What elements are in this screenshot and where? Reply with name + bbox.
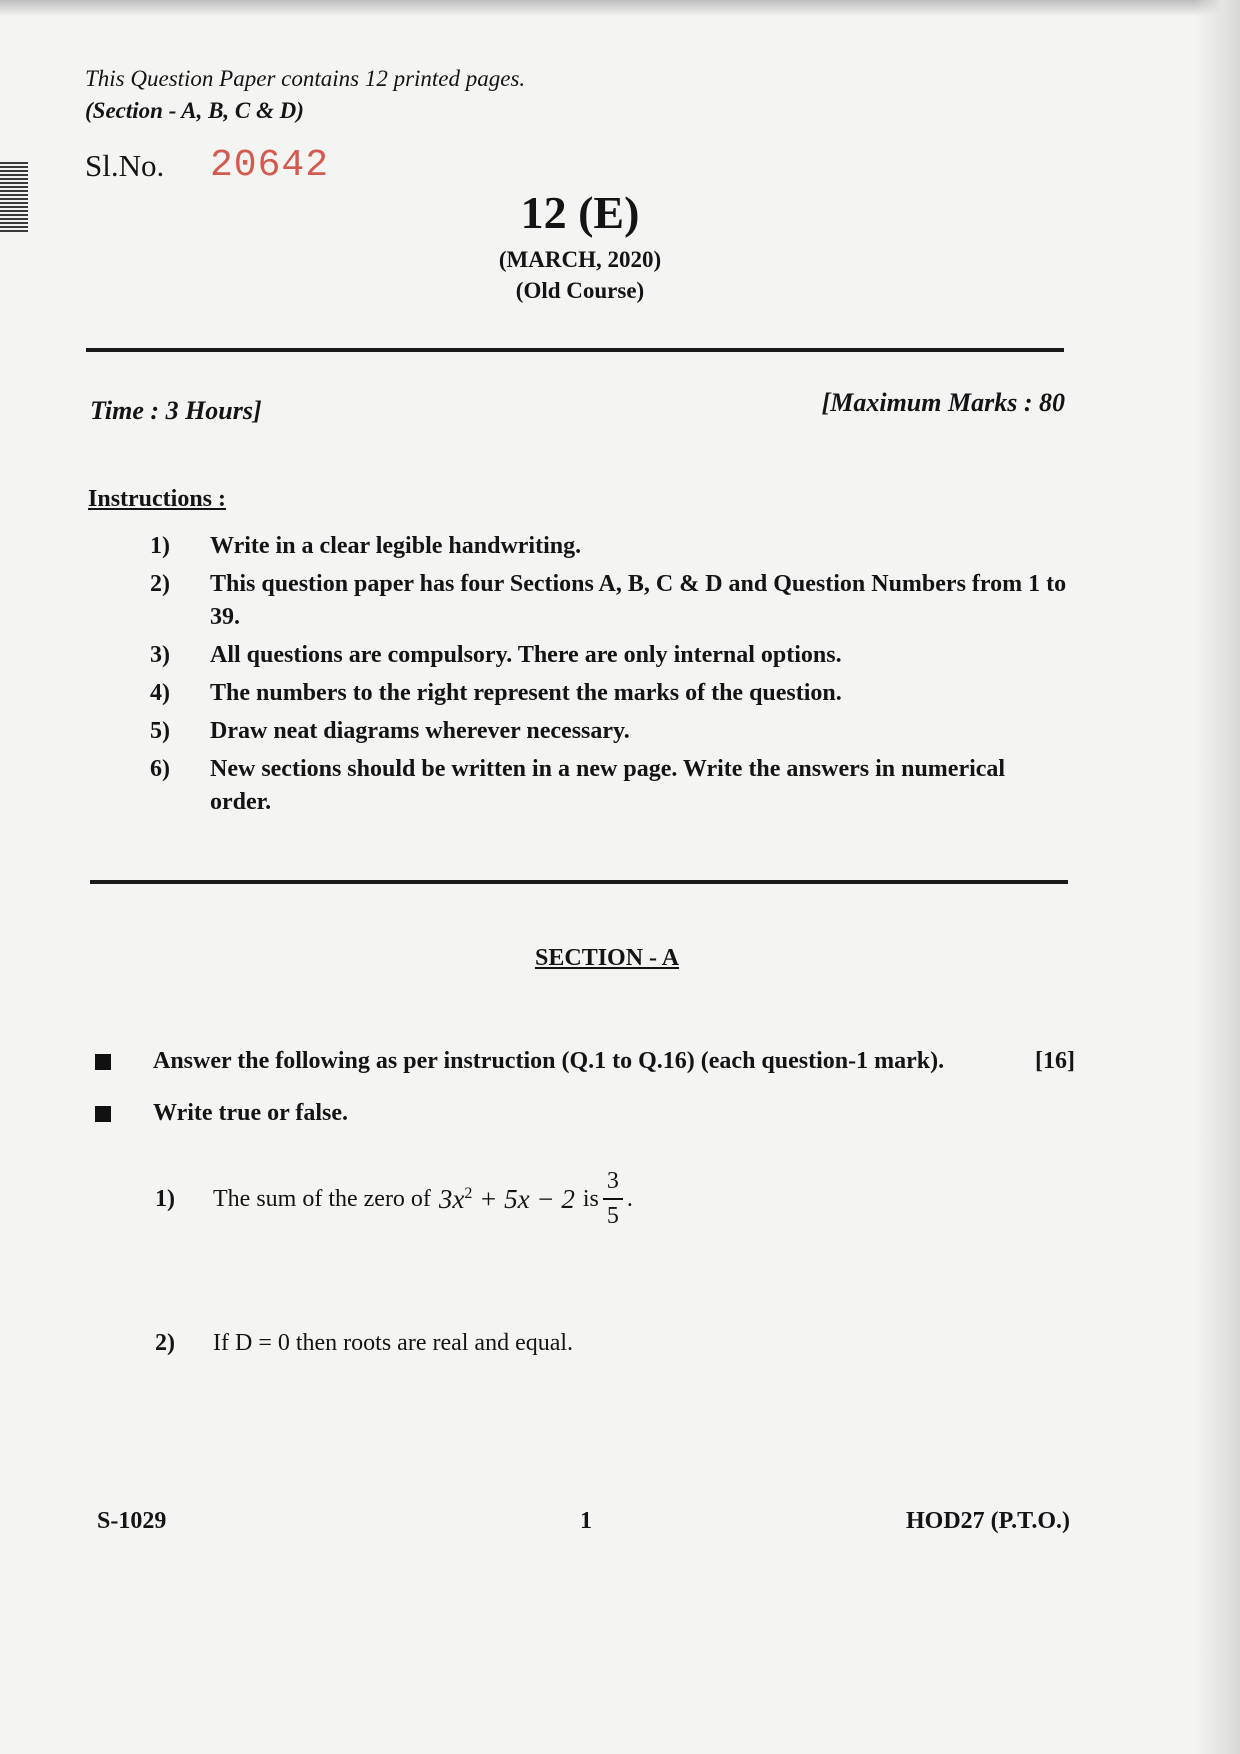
instruction-text: Draw neat diagrams wherever necessary. — [210, 718, 630, 744]
question-text: If D = 0 then roots are real and equal. — [213, 1330, 574, 1356]
fraction-numerator: 3 — [606, 1168, 619, 1194]
instructions-title: Instructions : — [88, 486, 227, 512]
serial-number-label: Sl.No. — [85, 148, 165, 183]
instruction-number: 3) — [150, 642, 170, 668]
instruction-text: New sections should be written in a new page. Write the answers in numerical order. — [210, 756, 1006, 815]
instruction-text: This question paper has four Sections A, B, C & D and Question Numbers from 1 to 39. — [210, 571, 1067, 630]
divider-bottom — [90, 880, 1068, 884]
section-instruction-text: Answer the following as per instruction (Q.1 to Q.16) (each question-1 mark). — [153, 1048, 945, 1074]
instruction-item — [150, 530, 1070, 563]
instruction-text: The numbers to the right represent the marks of the question. — [210, 680, 842, 706]
square-bullet-icon — [95, 1054, 111, 1070]
question-2 — [155, 1330, 573, 1357]
instruction-number: 1) — [150, 533, 170, 559]
fraction-denominator: 5 — [606, 1203, 619, 1229]
instruction-item — [150, 715, 1070, 748]
barcode-strip — [0, 162, 28, 234]
question-text: The sum of the zero of — [213, 1185, 431, 1212]
question-text-mid: is — [582, 1185, 599, 1212]
serial-number-value: 20642 — [210, 144, 330, 187]
section-marks: [16] — [1035, 1048, 1075, 1074]
footer-pto: HOD27 (P.T.O.) — [905, 1508, 1070, 1534]
page-number: 1 — [580, 1508, 592, 1534]
footer-code: S-1029 — [97, 1508, 167, 1534]
time-allowed: Time : 3 Hours] — [90, 396, 262, 425]
sub-instruction — [95, 1100, 348, 1127]
sections-note: (Section - A, B, C & D) — [85, 98, 304, 123]
question-1 — [155, 1168, 633, 1230]
square-bullet-icon — [95, 1106, 111, 1122]
question-number: 2) — [155, 1330, 175, 1356]
instruction-number: 5) — [150, 718, 170, 744]
section-instruction — [95, 1048, 1075, 1075]
instruction-item — [150, 568, 1070, 634]
instruction-item — [150, 677, 1070, 710]
scan-shadow-top — [0, 0, 1240, 16]
divider-top — [86, 348, 1064, 352]
pages-note: This Question Paper contains 12 printed pages. — [85, 66, 526, 91]
instruction-item — [150, 639, 1070, 672]
expr-exponent: 2 — [464, 1184, 473, 1202]
instruction-text: Write in a clear legible handwriting. — [210, 533, 582, 559]
expr-rest: + 5x − 2 — [472, 1183, 575, 1214]
paper-date: (MARCH, 2020) — [498, 247, 662, 272]
instructions-list — [150, 530, 1070, 824]
instruction-number: 2) — [150, 571, 170, 597]
question-number: 1) — [155, 1185, 175, 1212]
fraction-bar — [603, 1198, 623, 1200]
paper-code: 12 (E) — [520, 187, 640, 238]
question-text-end: . — [626, 1185, 633, 1212]
paper-course: (Old Course) — [515, 278, 645, 303]
section-a-title: SECTION - A — [535, 945, 680, 971]
sub-instruction-text: Write true or false. — [153, 1100, 349, 1126]
instruction-item — [150, 753, 1070, 819]
instruction-text: All questions are compulsory. There are only internal options. — [210, 642, 842, 668]
scan-shadow-right — [1194, 0, 1240, 1754]
instruction-number: 6) — [150, 756, 170, 782]
expr-term: 3x — [438, 1183, 465, 1214]
fraction — [603, 1168, 623, 1230]
maximum-marks: [Maximum Marks : 80 — [821, 388, 1065, 417]
math-expression — [439, 1184, 575, 1215]
instruction-number: 4) — [150, 680, 170, 706]
